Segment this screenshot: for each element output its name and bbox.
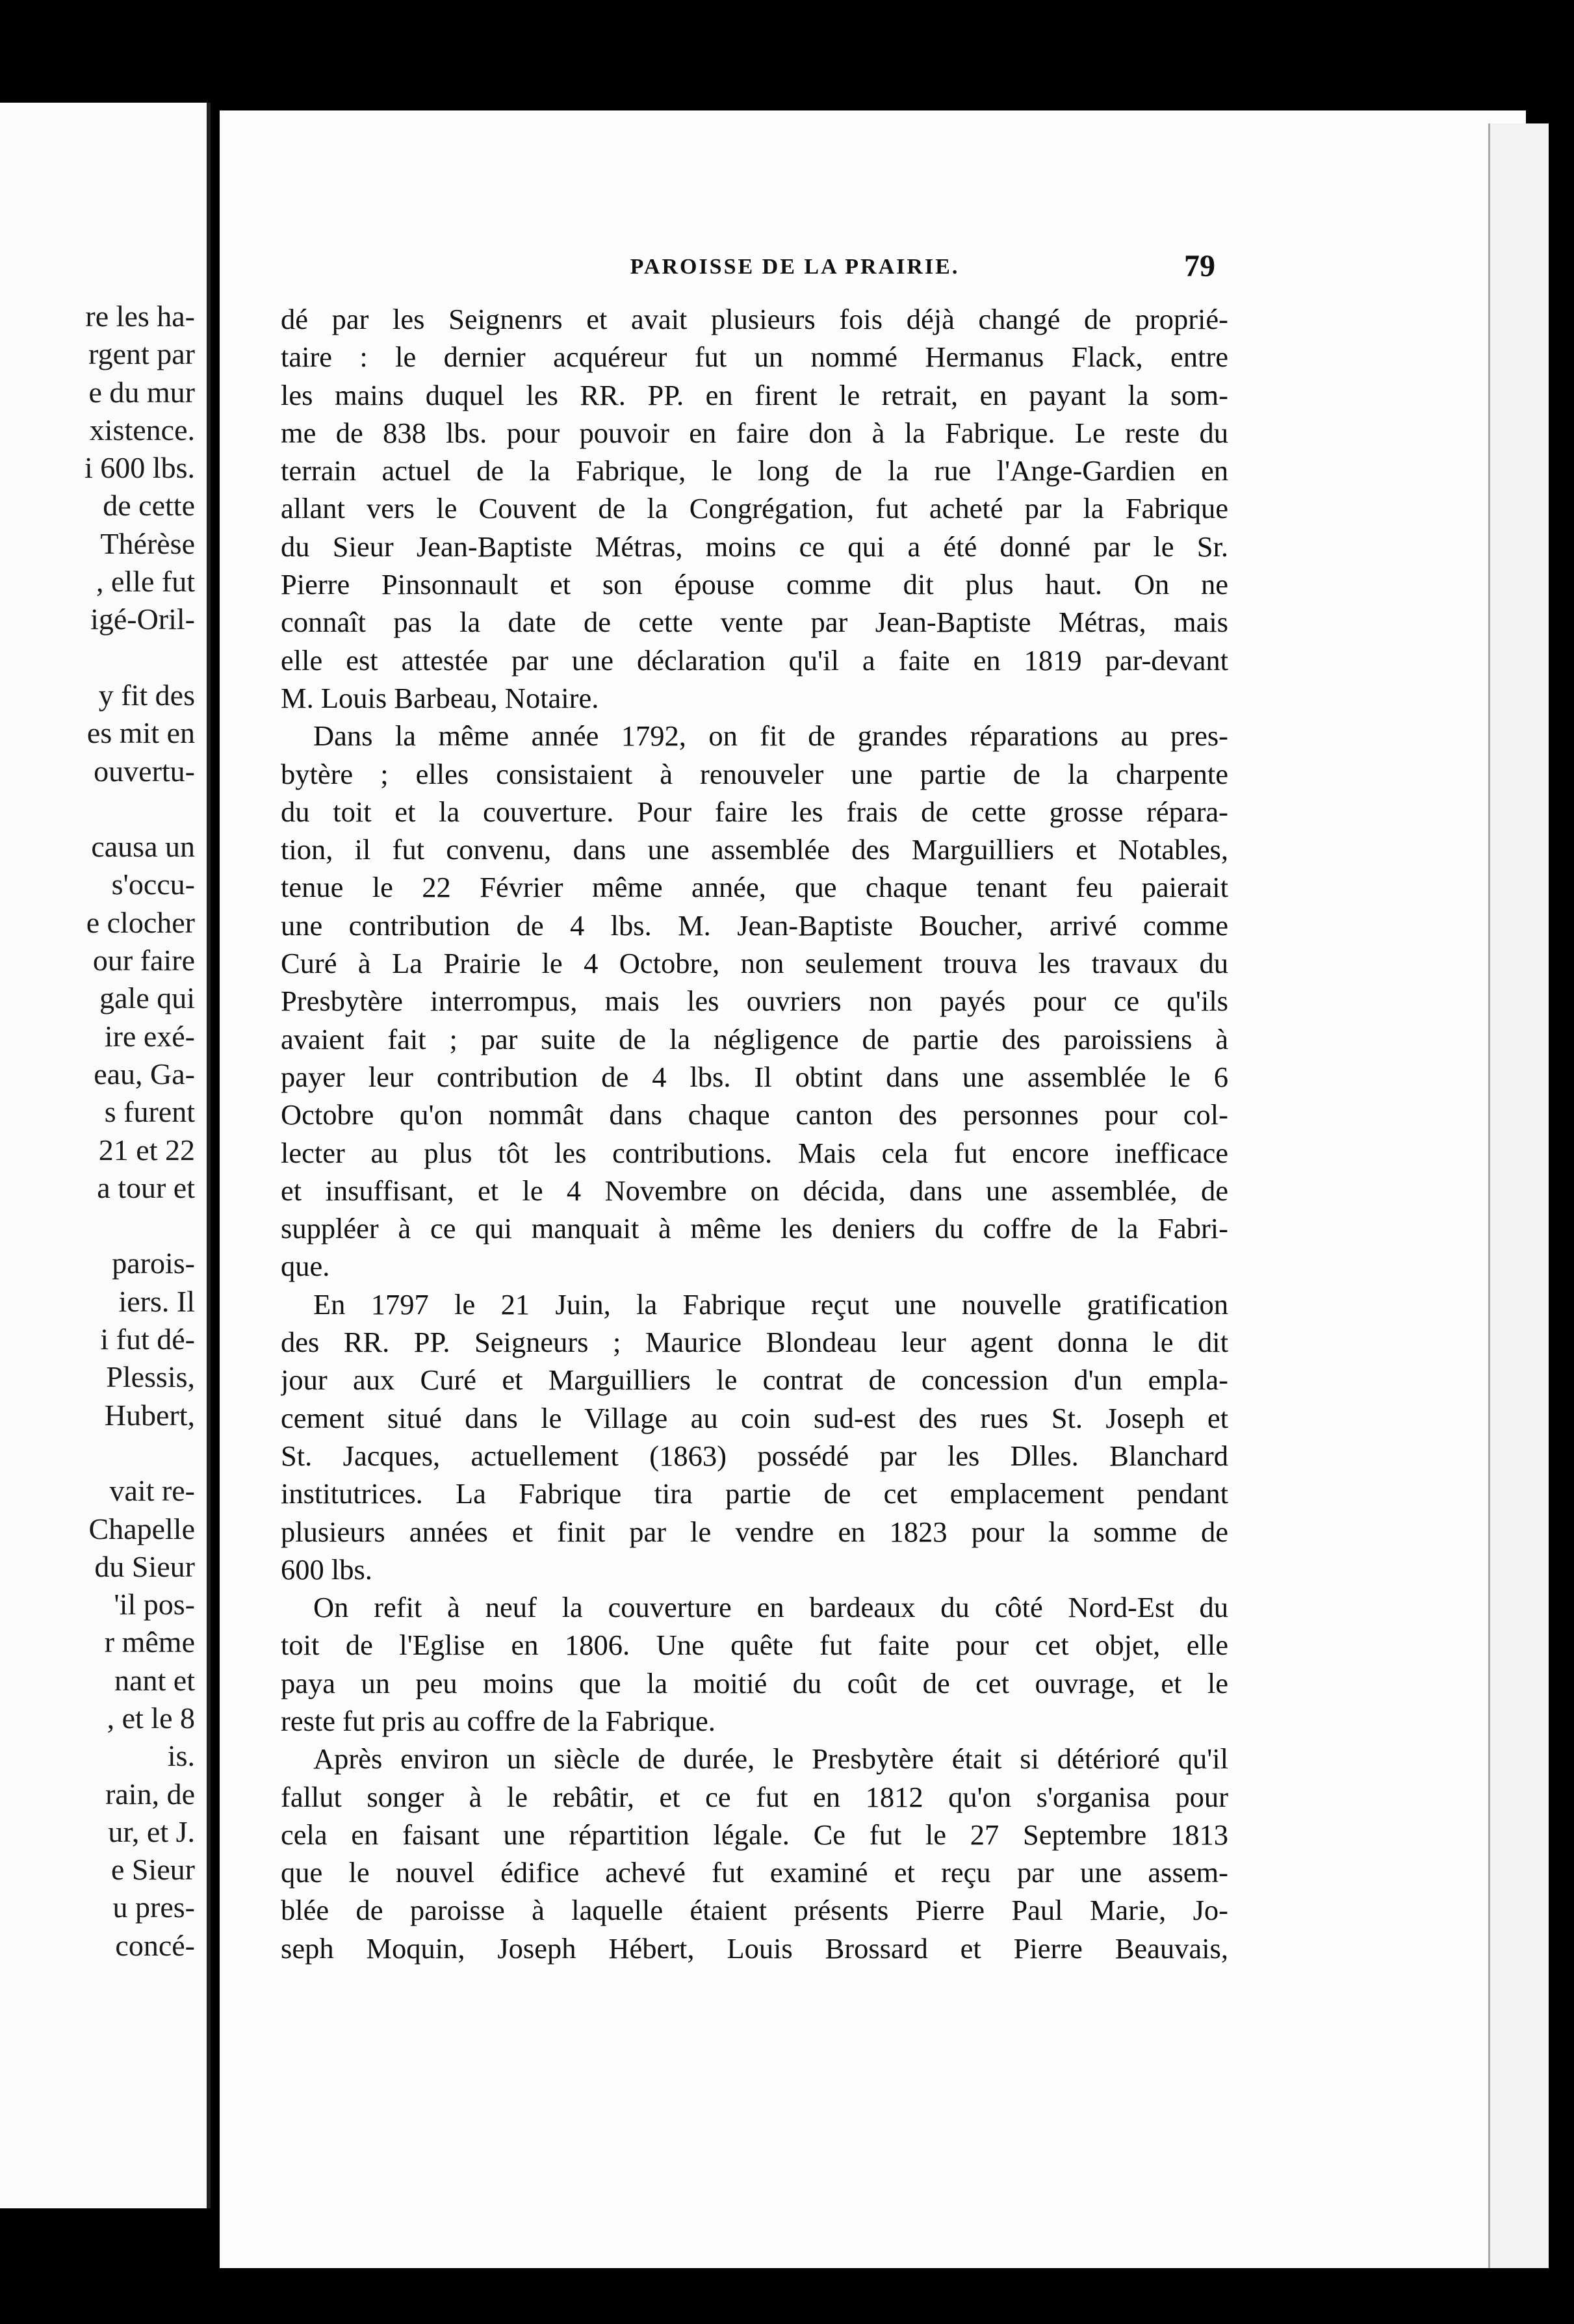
text-line: plusieurs années et finit par le vendre en 1823 pour la somme de xyxy=(281,1515,1228,1548)
facing-page-line: ouvertu- xyxy=(94,754,195,788)
text-line: elle est attestée par une déclaration qu'il a faite en 1819 par-devant xyxy=(281,643,1228,677)
facing-page-line: 'il pos- xyxy=(114,1588,195,1621)
facing-page-line: r même xyxy=(104,1625,195,1659)
text-line: St. Jacques, actuellement (1863) possédé par les Dlles. Blanchard xyxy=(281,1439,1228,1472)
facing-page-line: du Sieur xyxy=(94,1549,195,1583)
text-line: allant vers le Couvent de la Congrégation, fut acheté par la Fabrique xyxy=(281,492,1228,525)
facing-page-line: xistence. xyxy=(89,413,195,446)
text-line: des RR. PP. Seigneurs ; Maurice Blondeau leur agent donna le dit xyxy=(281,1326,1228,1359)
facing-page-line: Hubert, xyxy=(104,1398,195,1432)
text-line: blée de paroisse à laquelle étaient présents Pierre Paul Marie, Jo- xyxy=(281,1894,1228,1927)
facing-page-line: s'occu- xyxy=(111,868,195,901)
facing-page-line: u pres- xyxy=(112,1891,195,1924)
facing-page-line: re les ha- xyxy=(85,300,195,333)
text-line: terrain actuel de la Fabrique, le long de la rue l'Ange-Gardien en xyxy=(281,454,1228,487)
text-line: institutrices. La Fabrique tira partie de cet emplacement pendant xyxy=(281,1477,1228,1510)
facing-page-line xyxy=(0,790,195,828)
text-line: Presbytère interrompus, mais les ouvriers non payés pour ce qu'ils xyxy=(281,985,1228,1018)
text-line: Dans la même année 1792, on fit de grandes réparations au pres- xyxy=(313,719,1228,753)
facing-page-line: e Sieur xyxy=(110,1853,195,1887)
text-line: Octobre qu'on nommât dans chaque canton des personnes pour col- xyxy=(281,1098,1228,1131)
text-line: M. Louis Barbeau, Notaire. xyxy=(281,681,599,714)
facing-page-line: our faire xyxy=(92,944,195,977)
text-line: cela en faisant une répartition légale. Ce fut le 27 Septembre 1813 xyxy=(281,1818,1228,1851)
text-line: connaît pas la date de cette vente par Jean-Baptiste Métras, mais xyxy=(281,606,1228,639)
page-number: 79 xyxy=(1184,249,1215,283)
running-head: PAROISSE DE LA PRAIRIE. xyxy=(630,255,960,279)
text-line: paya un peu moins que la moitié du coût de cet ouvrage, et le xyxy=(281,1666,1228,1699)
facing-page-line: , elle fut xyxy=(96,565,195,599)
text-line: 600 lbs. xyxy=(281,1553,372,1586)
facing-page-line: i fut dé- xyxy=(100,1323,195,1356)
facing-page-line: i 600 lbs. xyxy=(84,451,195,485)
text-line: avaient fait ; par suite de la négligence de partie des paroissiens à xyxy=(281,1022,1228,1055)
facing-page-line: de cette xyxy=(103,489,195,523)
body-text xyxy=(281,300,1228,1967)
facing-page-line: eau, Ga- xyxy=(94,1057,195,1091)
facing-page-line: e du mur xyxy=(88,375,195,409)
text-line: du toit et la couverture. Pour faire les frais de cette grosse répara- xyxy=(281,795,1228,828)
facing-page-line: igé-Oril- xyxy=(90,602,195,636)
facing-page-line xyxy=(0,1434,195,1472)
text-line: du Sieur Jean-Baptiste Métras, moins ce qui a été donné par le Sr. xyxy=(281,530,1228,563)
facing-page-line: is. xyxy=(167,1739,195,1773)
facing-page-line: ire exé- xyxy=(104,1019,195,1053)
text-line: que. xyxy=(281,1250,330,1283)
text-line: me de 838 lbs. pour pouvoir en faire don à la Fabrique. Le reste du xyxy=(281,416,1228,449)
facing-page-line xyxy=(0,1207,195,1245)
text-line: dé par les Seignenrs et avait plusieurs fois déjà changé de proprié- xyxy=(281,303,1228,335)
facing-page-line: iers. Il xyxy=(118,1284,195,1318)
facing-page-line xyxy=(0,639,195,677)
facing-page-line: , et le 8 xyxy=(107,1701,195,1735)
text-line: cement situé dans le Village au coin sud-est des rues St. Joseph et xyxy=(281,1401,1228,1434)
page-edge xyxy=(1488,123,1549,2268)
text-line: et insuffisant, et le 4 Novembre on décida, dans une assemblée, de xyxy=(281,1174,1228,1207)
facing-page-line: ur, et J. xyxy=(108,1814,195,1848)
text-line: fallut songer à le rebâtir, et ce fut en 1812 qu'on s'organisa pour xyxy=(281,1780,1228,1813)
facing-page-line: e clocher xyxy=(86,905,195,939)
facing-page-line: 21 et 22 xyxy=(98,1133,195,1167)
text-line: les mains duquel les RR. PP. en firent le retrait, en payant la som- xyxy=(281,378,1228,411)
facing-page-line: s furent xyxy=(104,1095,195,1129)
text-line: Curé à La Prairie le 4 Octobre, non seulement trouva les travaux du xyxy=(281,947,1228,980)
facing-page xyxy=(0,103,211,2208)
text-line: tion, il fut convenu, dans une assemblée des Marguilliers et Notables, xyxy=(281,833,1228,866)
text-line: que le nouvel édifice achevé fut examiné et reçu par une assem- xyxy=(281,1856,1228,1889)
text-line: jour aux Curé et Marguilliers le contrat de concession d'un empla- xyxy=(281,1363,1228,1397)
facing-page-line: concé- xyxy=(115,1928,195,1962)
text-line: payer leur contribution de 4 lbs. Il obtint dans une assemblée le 6 xyxy=(281,1060,1228,1093)
facing-page-line: Chapelle xyxy=(88,1512,195,1545)
facing-page-line: rain, de xyxy=(105,1777,195,1811)
text-line: On refit à neuf la couverture en bardeaux du côté Nord-Est du xyxy=(313,1591,1228,1624)
text-line: Après environ un siècle de durée, le Presbytère était si détérioré qu'il xyxy=(313,1742,1228,1775)
facing-page-line: gale qui xyxy=(99,981,195,1015)
facing-page-line: Plessis, xyxy=(106,1360,195,1394)
text-line: une contribution de 4 lbs. M. Jean-Baptiste Boucher, arrivé comme xyxy=(281,909,1228,942)
facing-page-line: es mit en xyxy=(86,716,195,750)
facing-page-line: causa un xyxy=(91,830,195,864)
text-line: tenue le 22 Février même année, que chaque tenant feu paierait xyxy=(281,871,1228,904)
facing-page-line: y fit des xyxy=(98,678,195,712)
text-line: En 1797 le 21 Juin, la Fabrique reçut une nouvelle gratification xyxy=(313,1287,1228,1321)
text-line: lecter au plus tôt les contributions. Mais cela fut encore inefficace xyxy=(281,1136,1228,1169)
facing-page-line: vait re- xyxy=(109,1474,195,1508)
facing-page-line: a tour et xyxy=(97,1170,195,1204)
facing-page-line: rgent par xyxy=(88,337,195,371)
text-line: bytère ; elles consistaient à renouveler une partie de la charpente xyxy=(281,757,1228,790)
facing-page-line: parois- xyxy=(112,1246,195,1280)
text-line: taire : le dernier acquéreur fut un nommé Hermanus Flack, entre xyxy=(281,341,1228,374)
facing-page-line: nant et xyxy=(114,1663,195,1697)
text-line: seph Moquin, Joseph Hébert, Louis Brossard et Pierre Beauvais, xyxy=(281,1931,1228,1965)
text-line: Pierre Pinsonnault et son épouse comme dit plus haut. On ne xyxy=(281,568,1228,601)
text-line: suppléer à ce qui manquait à même les deniers du coffre de la Fabri- xyxy=(281,1212,1228,1245)
facing-page-text xyxy=(0,298,195,1965)
text-line: reste fut pris au coffre de la Fabrique. xyxy=(281,1704,716,1737)
text-line: toit de l'Eglise en 1806. Une quête fut faite pour cet objet, elle xyxy=(281,1629,1228,1662)
facing-page-line: Thérèse xyxy=(100,526,195,560)
